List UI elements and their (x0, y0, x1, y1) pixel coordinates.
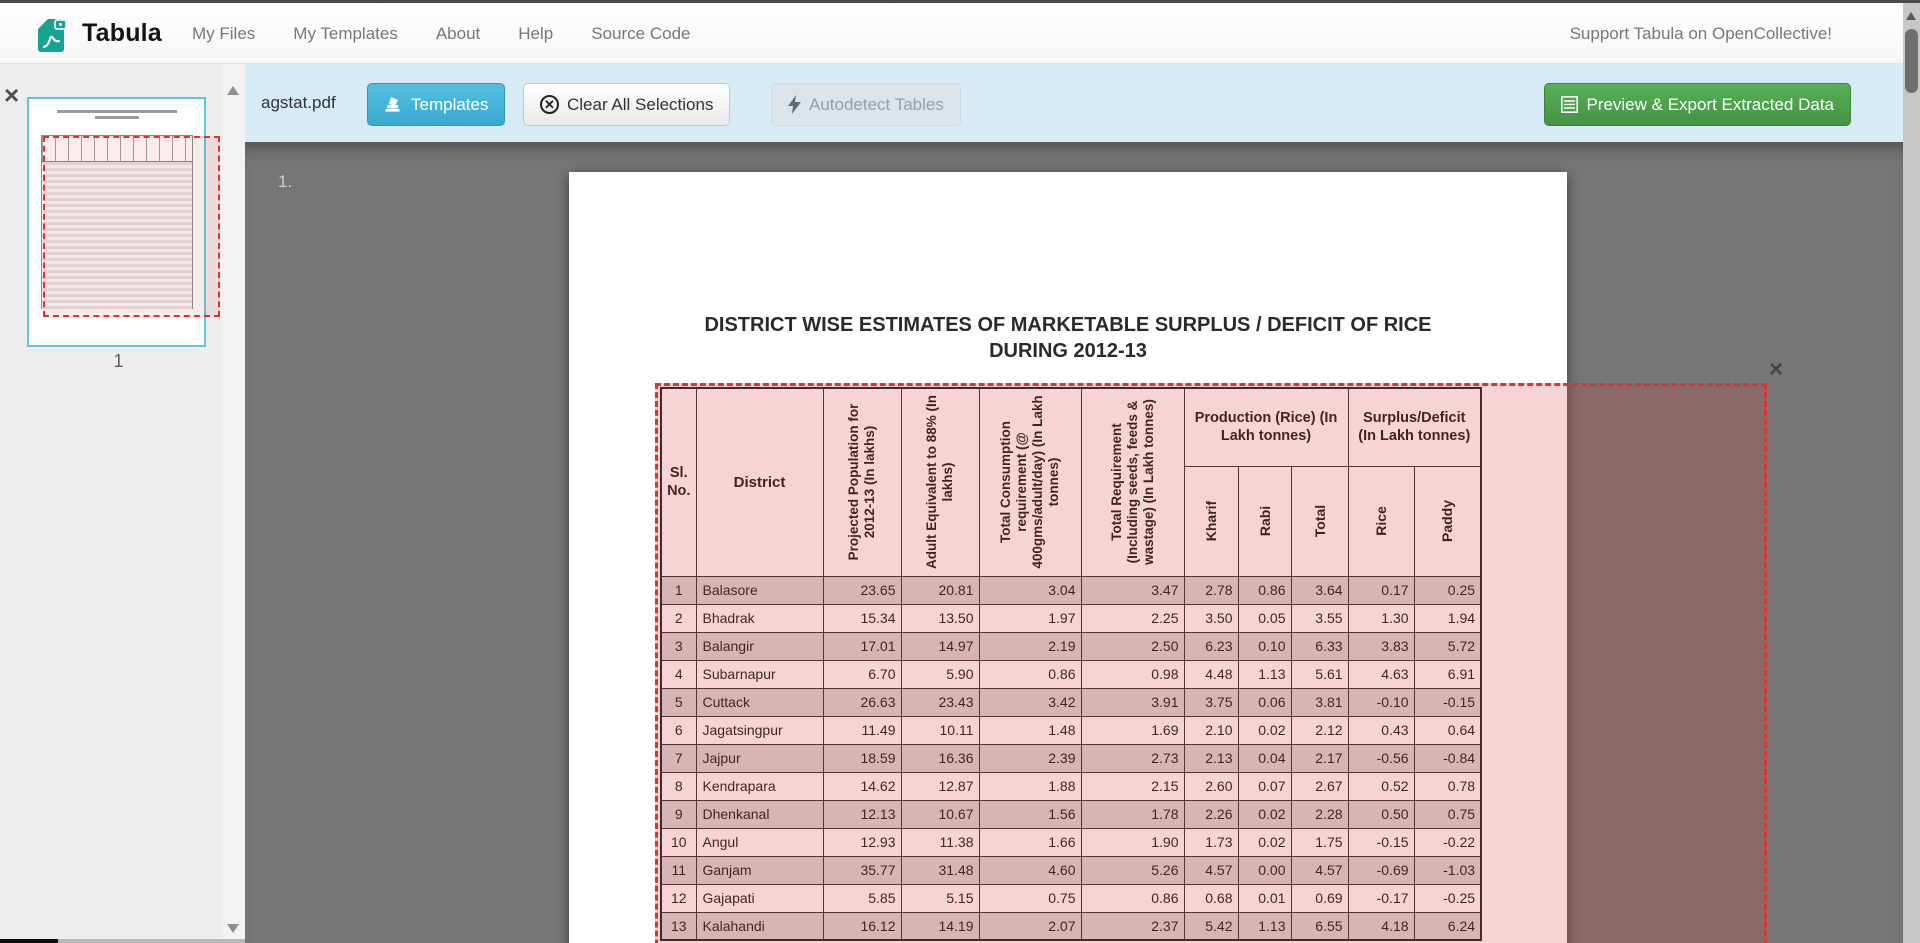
cell-value: 1.94 (1414, 604, 1481, 632)
cell-district: Cuttack (696, 688, 823, 716)
cell-value: 0.75 (1414, 800, 1481, 828)
current-filename: agstat.pdf (261, 93, 336, 112)
cell-value: 1.78 (1081, 800, 1184, 828)
cell-value: 1.90 (1081, 828, 1184, 856)
header-district: District (696, 388, 823, 576)
cell-value: 10.11 (901, 716, 979, 744)
thumbnail-title-line (57, 110, 177, 113)
pdf-viewer-area (245, 142, 1903, 943)
cell-value: 5.42 (1184, 912, 1238, 940)
cell-value: 3.75 (1184, 688, 1238, 716)
header-projected-population: Projected Population for 2012-13 (In lakhs) (823, 388, 901, 576)
viewer-page-label: 1. (278, 172, 293, 191)
cell-value: 1.66 (979, 828, 1081, 856)
cell-value: 2.17 (1291, 744, 1348, 772)
cell-value: 5.90 (901, 660, 979, 688)
cell-value: 0.01 (1238, 884, 1291, 912)
cell-value: 16.12 (823, 912, 901, 940)
cell-sl-no: 4 (661, 660, 696, 688)
templates-button-label: Templates (411, 94, 489, 114)
scrollbar-up-icon[interactable] (1906, 12, 1916, 20)
cell-value: 14.62 (823, 772, 901, 800)
cell-sl-no: 6 (661, 716, 696, 744)
page-thumbnail-sidebar (0, 64, 245, 943)
cell-value: 2.13 (1184, 744, 1238, 772)
nav-links (192, 3, 690, 64)
bottom-hscroll-thumb[interactable] (0, 939, 58, 943)
cell-value: 4.57 (1184, 856, 1238, 884)
header-production-group: Production (Rice) (In Lakh tonnes) (1184, 388, 1348, 466)
cell-district: Kendrapara (696, 772, 823, 800)
cell-district: Bhadrak (696, 604, 823, 632)
cell-value: 0.86 (1081, 884, 1184, 912)
cell-value: 0.52 (1348, 772, 1414, 800)
cell-value: 5.72 (1414, 632, 1481, 660)
cell-value: 0.04 (1238, 744, 1291, 772)
cell-district: Jagatsingpur (696, 716, 823, 744)
cell-value: 3.04 (979, 576, 1081, 604)
cell-value: 2.07 (979, 912, 1081, 940)
tabula-logo-icon (38, 15, 68, 53)
cell-district: Jajpur (696, 744, 823, 772)
cell-value: -0.10 (1348, 688, 1414, 716)
cell-value: 1.75 (1291, 828, 1348, 856)
thumbnail-title-line (95, 116, 139, 119)
cell-district: Kalahandi (696, 912, 823, 940)
cell-value: 11.38 (901, 828, 979, 856)
cell-value: 1.48 (979, 716, 1081, 744)
cell-value: -0.22 (1414, 828, 1481, 856)
navbar (0, 3, 1920, 64)
header-rabi: Rabi (1238, 466, 1291, 576)
cell-value: 31.48 (901, 856, 979, 884)
cell-value: 3.55 (1291, 604, 1348, 632)
nav-source-code[interactable]: Source Code (591, 23, 691, 43)
stamp-icon (384, 96, 403, 113)
cell-value: 12.93 (823, 828, 901, 856)
sidebar-scrollbar-track[interactable] (222, 64, 245, 943)
cell-value: 2.67 (1291, 772, 1348, 800)
cell-value: 6.24 (1414, 912, 1481, 940)
cell-sl-no: 12 (661, 884, 696, 912)
bottom-hscroll-track (58, 939, 245, 943)
cell-value: 2.28 (1291, 800, 1348, 828)
export-button-label: Preview & Export Extracted Data (1586, 94, 1834, 114)
nav-my-files[interactable]: My Files (192, 23, 256, 43)
cell-value: 6.70 (823, 660, 901, 688)
cell-sl-no: 1 (661, 576, 696, 604)
header-paddy: Paddy (1414, 466, 1481, 576)
cell-sl-no: 9 (661, 800, 696, 828)
cell-value: 0.69 (1291, 884, 1348, 912)
cell-value: 1.13 (1238, 912, 1291, 940)
nav-about[interactable]: About (435, 23, 481, 43)
cell-value: 0.78 (1414, 772, 1481, 800)
cell-value: 2.10 (1184, 716, 1238, 744)
templates-button[interactable] (367, 83, 505, 126)
cell-value: 16.36 (901, 744, 979, 772)
cell-district: Dhenkanal (696, 800, 823, 828)
cell-value: 3.81 (1291, 688, 1348, 716)
cell-sl-no: 13 (661, 912, 696, 940)
cell-value: 4.60 (979, 856, 1081, 884)
cell-value: 1.56 (979, 800, 1081, 828)
cell-value: 13.50 (901, 604, 979, 632)
cell-value: 0.17 (1348, 576, 1414, 604)
cell-value: 0.86 (979, 660, 1081, 688)
cell-sl-no: 7 (661, 744, 696, 772)
table-list-icon (1561, 96, 1578, 113)
cell-value: 0.68 (1184, 884, 1238, 912)
sidebar-scroll-up-icon[interactable] (227, 86, 239, 95)
cell-sl-no: 2 (661, 604, 696, 632)
cell-value: 1.13 (1238, 660, 1291, 688)
window-top-edge (0, 0, 1920, 3)
cell-value: 1.88 (979, 772, 1081, 800)
cell-value: 3.91 (1081, 688, 1184, 716)
circle-x-icon: ✕ (540, 95, 559, 114)
header-adult-equivalent: Adult Equivalent to 88% (In lakhs) (901, 388, 979, 576)
window-scrollbar[interactable] (1903, 3, 1920, 943)
cell-value: 0.43 (1348, 716, 1414, 744)
brand-title: Tabula (82, 19, 162, 47)
toolbar (245, 64, 1903, 142)
autodetect-tables-button[interactable] (771, 83, 961, 126)
clear-all-selections-button[interactable] (523, 83, 730, 126)
cell-value: 3.50 (1184, 604, 1238, 632)
cell-value: 2.15 (1081, 772, 1184, 800)
cell-value: 4.63 (1348, 660, 1414, 688)
cell-value: 2.60 (1184, 772, 1238, 800)
header-total-requirement: Total Requirement (Including seeds, feeds & wastage) (In Lakh tonnes) (1081, 388, 1184, 576)
cell-value: -0.25 (1414, 884, 1481, 912)
cell-district: Balasore (696, 576, 823, 604)
scrollbar-thumb[interactable] (1905, 29, 1918, 93)
cell-value: 4.48 (1184, 660, 1238, 688)
cell-value: 11.49 (823, 716, 901, 744)
cell-value: -0.15 (1414, 688, 1481, 716)
cell-value: 23.43 (901, 688, 979, 716)
cell-district: Gajapati (696, 884, 823, 912)
cell-value: 2.50 (1081, 632, 1184, 660)
cell-value: 6.55 (1291, 912, 1348, 940)
cell-value: -0.17 (1348, 884, 1414, 912)
cell-value: 0.07 (1238, 772, 1291, 800)
cell-value: 2.26 (1184, 800, 1238, 828)
lightning-bolt-icon (788, 95, 801, 114)
cell-value: 6.33 (1291, 632, 1348, 660)
cell-sl-no: 8 (661, 772, 696, 800)
cell-value: 3.47 (1081, 576, 1184, 604)
cell-value: 1.69 (1081, 716, 1184, 744)
cell-value: 0.64 (1414, 716, 1481, 744)
cell-value: 5.85 (823, 884, 901, 912)
nav-my-templates[interactable]: My Templates (293, 23, 398, 43)
cell-sl-no: 11 (661, 856, 696, 884)
cell-value: 1.30 (1348, 604, 1414, 632)
title-line-1: DISTRICT WISE ESTIMATES OF MARKETABLE SURPLUS / DEFICIT OF RICE (704, 314, 1432, 336)
thumbnail-selection-overlay[interactable] (43, 136, 220, 317)
cell-value: 2.78 (1184, 576, 1238, 604)
cell-district: Balangir (696, 632, 823, 660)
cell-value: 3.64 (1291, 576, 1348, 604)
cell-value: 3.42 (979, 688, 1081, 716)
cell-value: 12.13 (823, 800, 901, 828)
cell-value: -0.84 (1414, 744, 1481, 772)
selection-close-icon[interactable]: × (1769, 356, 1784, 383)
header-rice: Rice (1348, 466, 1414, 576)
cell-value: -0.15 (1348, 828, 1414, 856)
thumbnail-close-icon[interactable]: × (4, 80, 20, 110)
cell-value: 12.87 (901, 772, 979, 800)
cell-district: Subarnapur (696, 660, 823, 688)
clear-button-label: Clear All Selections (567, 94, 714, 114)
cell-value: 0.75 (979, 884, 1081, 912)
header-sl-no: Sl. No. (661, 388, 696, 576)
cell-value: 6.23 (1184, 632, 1238, 660)
cell-value: 14.97 (901, 632, 979, 660)
cell-value: 35.77 (823, 856, 901, 884)
support-link[interactable]: Support Tabula on OpenCollective! (1569, 23, 1832, 43)
cell-value: 23.65 (823, 576, 901, 604)
cell-value: 2.19 (979, 632, 1081, 660)
header-total: Total (1291, 466, 1348, 576)
cell-value: 0.50 (1348, 800, 1414, 828)
cell-value: 2.37 (1081, 912, 1184, 940)
cell-value: 4.57 (1291, 856, 1348, 884)
cell-value: 2.25 (1081, 604, 1184, 632)
cell-value: 0.10 (1238, 632, 1291, 660)
cell-value: 2.73 (1081, 744, 1184, 772)
cell-value: 15.34 (823, 604, 901, 632)
table-selection-overlay[interactable] (655, 383, 1767, 943)
cell-value: 17.01 (823, 632, 901, 660)
cell-sl-no: 3 (661, 632, 696, 660)
cell-value: 5.15 (901, 884, 979, 912)
cell-value: 2.12 (1291, 716, 1348, 744)
cell-value: 0.02 (1238, 716, 1291, 744)
cell-value: 20.81 (901, 576, 979, 604)
autodetect-button-label: Autodetect Tables (809, 94, 944, 114)
cell-value: 18.59 (823, 744, 901, 772)
pdf-document-title (569, 312, 1567, 364)
cell-value: 26.63 (823, 688, 901, 716)
header-kharif: Kharif (1184, 466, 1238, 576)
cell-value: 2.39 (979, 744, 1081, 772)
cell-value: 5.26 (1081, 856, 1184, 884)
cell-value: 0.05 (1238, 604, 1291, 632)
cell-value: 0.98 (1081, 660, 1184, 688)
thumbnail-page-number: 1 (113, 351, 124, 371)
cell-district: Angul (696, 828, 823, 856)
cell-value: 5.61 (1291, 660, 1348, 688)
cell-value: 14.19 (901, 912, 979, 940)
cell-value: 0.00 (1238, 856, 1291, 884)
cell-value: 6.91 (1414, 660, 1481, 688)
cell-district: Ganjam (696, 856, 823, 884)
cell-value: 1.97 (979, 604, 1081, 632)
cell-value: 0.06 (1238, 688, 1291, 716)
cell-sl-no: 10 (661, 828, 696, 856)
cell-value: -0.56 (1348, 744, 1414, 772)
cell-value: 10.67 (901, 800, 979, 828)
header-surplus-group: Surplus/Deficit (In Lakh tonnes) (1348, 388, 1481, 466)
cell-value: 0.02 (1238, 828, 1291, 856)
cell-value: -1.03 (1414, 856, 1481, 884)
cell-value: 0.86 (1238, 576, 1291, 604)
cell-value: 1.73 (1184, 828, 1238, 856)
header-total-consumption: Total Consumption requirement (@ 400gms/adult/day) (In Lakh tonnes) (979, 388, 1081, 576)
cell-value: 4.18 (1348, 912, 1414, 940)
nav-help[interactable]: Help (518, 23, 554, 43)
sidebar-scroll-down-icon[interactable] (227, 924, 239, 933)
cell-sl-no: 5 (661, 688, 696, 716)
preview-export-button[interactable] (1544, 83, 1851, 126)
title-line-2: DURING 2012-13 (989, 340, 1147, 362)
cell-value: 0.02 (1238, 800, 1291, 828)
cell-value: 3.83 (1348, 632, 1414, 660)
cell-value: 0.25 (1414, 576, 1481, 604)
cell-value: -0.69 (1348, 856, 1414, 884)
